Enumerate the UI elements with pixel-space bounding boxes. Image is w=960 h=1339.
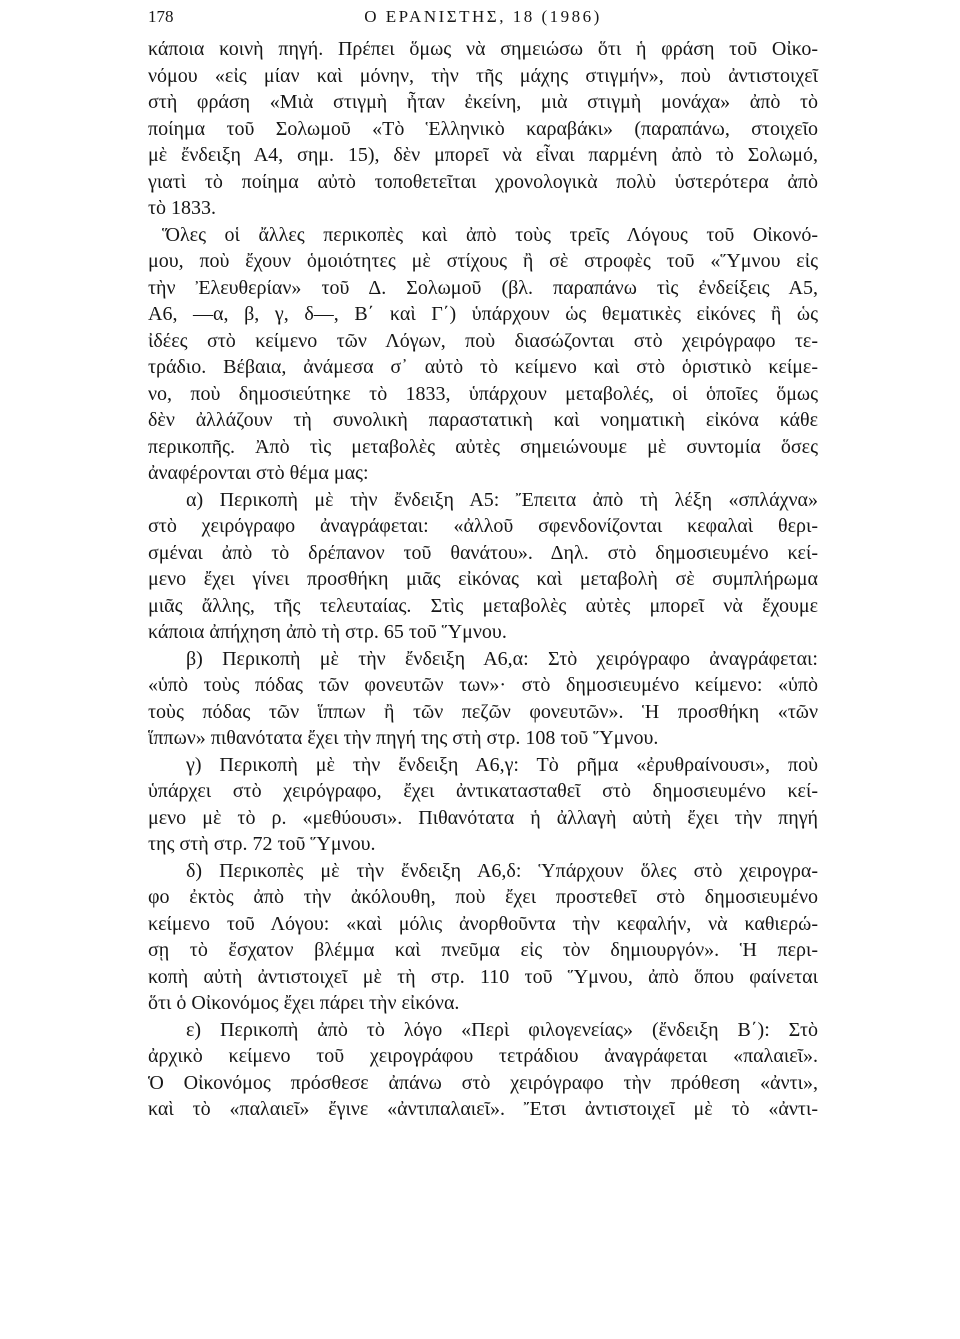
text-line: νο, ποὺ δημοσιεύτηκε τὸ 1833, ὑπάρχουν μεταβολές, οἱ ὁποῖες ὅμως — [148, 382, 818, 405]
paragraph-item-alpha — [148, 487, 818, 646]
paragraph-item-delta — [148, 858, 818, 1017]
text-line: δ) Περικοπὲς μὲ τὴν ἔνδειξη Α6,δ: Ὑπάρχουν ὅλες στὸ χειρογρα- — [186, 859, 818, 882]
text-line: Α6, —α, β, γ, δ—, Β΄ καὶ Γ΄) ὑπάρχουν ὡς θεματικὲς εἰκόνες ἢ ὡς — [148, 303, 818, 325]
text-line: καὶ τὸ «παλαιεῖ» ἔγινε «ἀντιπαλαιεῖ». Ἔτσι ἀντιστοιχεῖ μὲ τὸ «ἀντι- — [148, 1098, 818, 1120]
article-body — [148, 36, 818, 1123]
text-line: γ) Περικοπὴ μὲ τὴν ἔνδειξη Α6,γ: Τὸ ρῆμα «ἐρυθραίνουσι», ποὺ — [186, 753, 818, 776]
text-line: μιᾶς ἄλλης, τῆς τελευταίας. Στὶς μεταβολὲς αὐτὲς μπορεῖ νὰ ἔχουμε — [148, 594, 818, 617]
text-line: στὸ χειρόγραφο ἀναγράφεται: «ἀλλοῦ σφενδονίζονται κεφαλαὶ θερι- — [148, 515, 818, 537]
text-line: ὅτι ὁ Οἰκονόμος ἔχει πάρει τὴν εἰκόνα. — [148, 992, 460, 1014]
text-line: α) Περικοπὴ μὲ τὴν ἔνδειξη Α5: Ἔπειτα ἀπὸ τὴ λέξη «σπλάχνα» — [186, 488, 818, 511]
text-line: της στὴ στρ. 72 τοῦ Ὕμνου. — [148, 833, 376, 855]
text-line: τὴν Ἐλευθερίαν» τοῦ Δ. Σολωμοῦ (βλ. παραπάνω τὶς ἐνδείξεις Α5, — [148, 276, 818, 299]
paragraph-item-gamma — [148, 752, 818, 858]
page-number: 178 — [148, 7, 174, 26]
text-line: γιατὶ τὸ ποίημα αὐτὸ τοποθετεῖται χρονολογικὰ πολὺ ὑστερότερα ἀπὸ — [148, 170, 818, 193]
text-line: μου, ποὺ ἔχουν ὁμοιότητες μὲ στίχους ἢ σὲ στροφὲς τοῦ «Ὕμνου εἰς — [148, 250, 818, 272]
paragraph-item-epsilon — [148, 1017, 818, 1123]
text-line: Ὅλες οἱ ἄλλες περικοπὲς καὶ ἀπὸ τοὺς τρεῖς Λόγους τοῦ Οἰκονό- — [162, 223, 818, 246]
running-header — [148, 5, 818, 29]
paragraph — [148, 222, 818, 487]
journal-title: Ο ΕΡΑΝΙΣΤΗΣ, 18 (1986) — [364, 7, 602, 26]
text-line: σῃ τὸ ἔσχατον βλέμμα καὶ πνεῦμα εἰς τὸν δημιουργόν». Ἡ περι- — [148, 939, 818, 961]
text-line: στὴ φράση «Μιὰ στιγμὴ ἦταν ἐκείνη, μιὰ στιγμὴ μονάχα» ἀπὸ τὸ — [148, 91, 818, 113]
text-line: ἀρχικὸ κείμενο τοῦ χειρογράφου τετράδιου ἀναγράφεται «παλαιεῖ». — [148, 1045, 818, 1067]
text-line: ἵππων» πιθανότατα ἔχει τὴν πηγή της στὴ στρ. 108 τοῦ Ὕμνου. — [148, 727, 659, 749]
text-line: ὑπάρχει στὸ χειρόγραφο, ἔχει ἀντικατασταθεῖ στὸ δημοσιευμένο κεί- — [148, 780, 818, 802]
text-line: «ὑπὸ τοὺς πόδας τῶν φονευτῶν των»· στὸ δημοσιευμένο κείμενο: «ὑπὸ — [148, 674, 818, 696]
text-line: κάποια ἀπήχηση ἀπὸ τὴ στρ. 65 τοῦ Ὕμνου. — [148, 621, 507, 643]
text-line: ποίημα τοῦ Σολωμοῦ «Τὸ Ἑλληνικὸ καραβάκι» (παραπάνω, στοιχεῖο — [148, 117, 818, 140]
text-line: μενο ἔχει γίνει προσθήκη μιᾶς εἰκόνας καὶ μεταβολὴ σὲ συμπλήρωμα — [148, 568, 818, 590]
text-line: νόμου «εἰς μίαν καὶ μόνην, τὴν τῆς μάχης στιγμήν», ποὺ ἀντιστοιχεῖ — [148, 64, 818, 87]
text-line: τοὺς πόδας τῶν ἵππων ἢ τῶν πεζῶν φονευτῶν». Ἡ προσθήκη «τῶν — [148, 700, 818, 723]
text-line: περικοπῆς. Ἀπὸ τὶς μεταβολὲς αὐτὲς σημειώνουμε μὲ συντομία ὅσες — [148, 435, 818, 458]
text-line: μενο μὲ τὸ ρ. «μεθύουσι». Πιθανότατα ἡ ἀλλαγὴ αὐτὴ ἔχει τὴν πηγή — [148, 806, 818, 829]
text-line: φο ἐκτὸς ἀπὸ τὴν ἀκόλουθη, ποὺ ἔχει προστεθεῖ στὸ δημοσιευμένο — [148, 886, 818, 908]
text-line: τράδιο. Βέβαια, ἀνάμεσα σ᾽ αὐτὸ τὸ κείμενο καὶ στὸ ὁριστικὸ κείμε- — [148, 356, 818, 378]
text-line: κοπὴ αὐτὴ ἀντιστοιχεῖ μὲ τὴ στρ. 110 τοῦ Ὕμνου, ἀπὸ ὅπου φαίνεται — [148, 965, 818, 988]
text-line: Ὁ Οἰκονόμος πρόσθεσε ἀπάνω στὸ χειρόγραφο τὴν πρόθεση «ἀντι», — [148, 1071, 818, 1094]
text-line: δὲν ἀλλάζουν τὴ συνολικὴ παραστατικὴ καὶ νοηματικὴ εἰκόνα κάθε — [148, 409, 818, 431]
text-line: ἰδέες στὸ κείμενο τῶν Λόγων, ποὺ διασώζονται στὸ χειρόγραφο τε- — [148, 329, 818, 352]
text-line: κείμενο τοῦ Λόγου: «καὶ μόλις ἀνορθοῦντα τὴν κεφαλήν, νὰ καθιερώ- — [148, 912, 818, 935]
text-line: β) Περικοπὴ μὲ τὴν ἔνδειξη Α6,α: Στὸ χειρόγραφο ἀναγράφεται: — [186, 647, 818, 670]
text-line: σμέναι ἀπὸ τὸ δρέπανον τοῦ θανάτου». Δηλ. στὸ δημοσιευμένο κεί- — [148, 541, 818, 564]
text-line: κάποια κοινὴ πηγή. Πρέπει ὅμως νὰ σημειώσω ὅτι ἡ φράση τοῦ Οἰκο- — [148, 38, 818, 60]
paragraph — [148, 36, 818, 222]
text-line: ε) Περικοπὴ ἀπὸ τὸ λόγο «Περὶ φιλογενείας» (ἔνδειξη Β΄): Στὸ — [186, 1018, 818, 1041]
text-line: τὸ 1833. — [148, 197, 217, 219]
paragraph-item-beta — [148, 646, 818, 752]
text-line: μὲ ἔνδειξη Α4, σημ. 15), δὲν μπορεῖ νὰ εἶναι παρμένη ἀπὸ τὸ Σολωμό, — [148, 144, 818, 166]
text-line: ἀναφέρονται στὸ θέμα μας: — [148, 462, 369, 484]
